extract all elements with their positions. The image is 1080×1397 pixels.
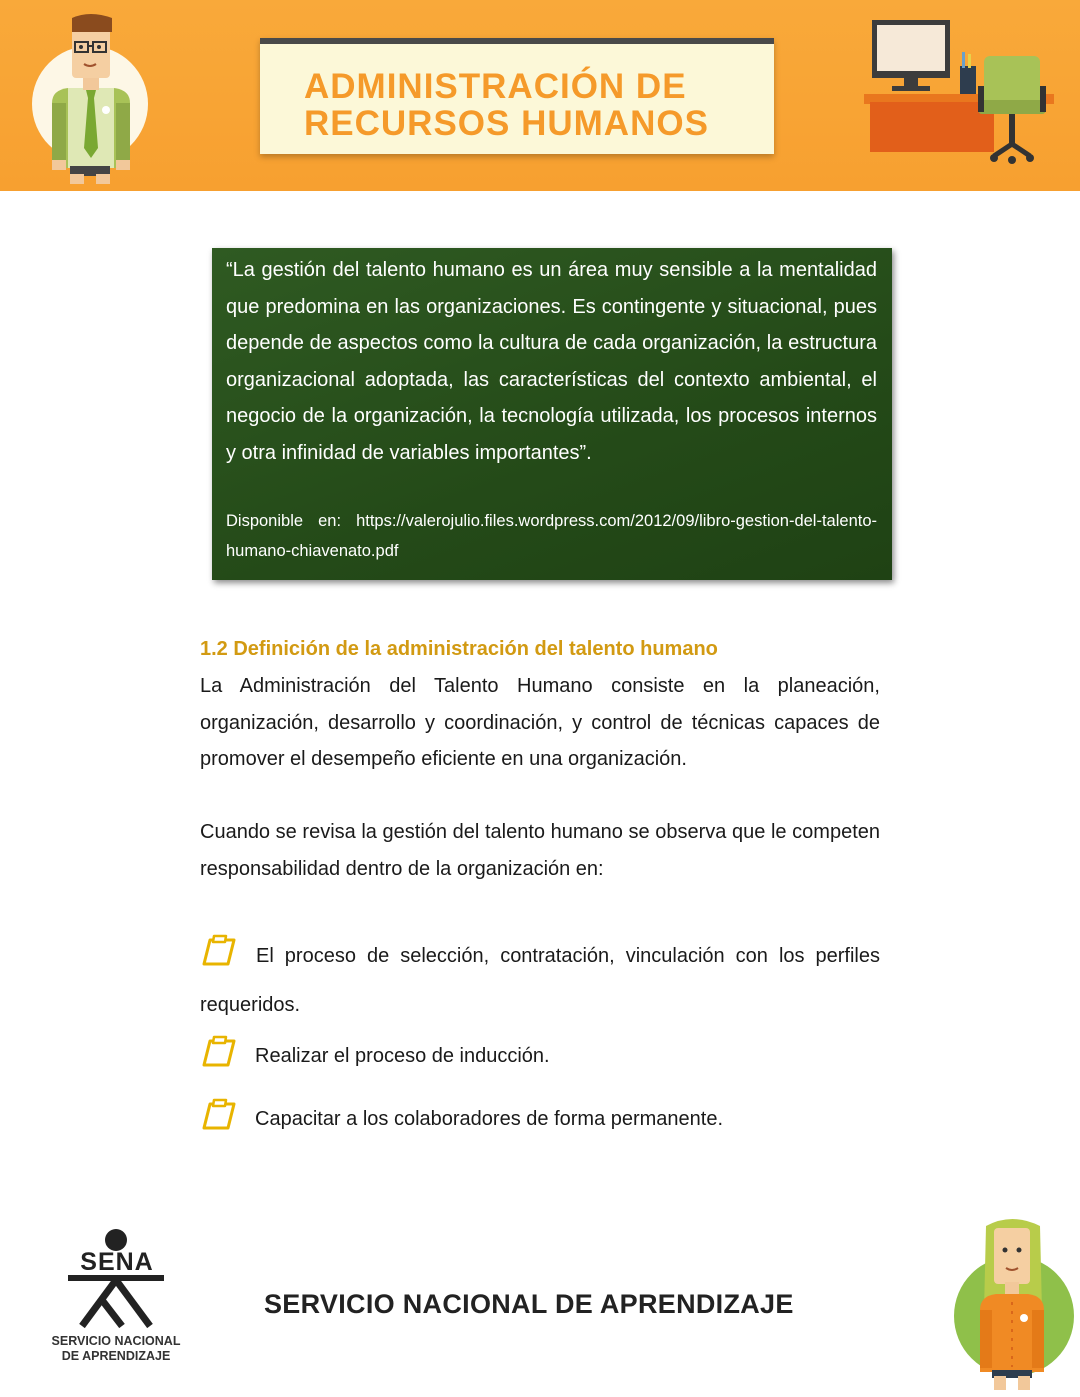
title-card [260,38,774,154]
office-desk-illustration [860,16,1060,176]
sena-subtitle-line-2: DE APRENDIZAJE [61,1349,171,1363]
quote-text: “La gestión del talento humano es un área muy sensible a la mentalidad que predomina en las organizaciones. Es contingente y situacional, pues depende de aspectos como la cultura de cada organización, la estructura organizacional adoptada, las características del contexto ambiental, el negocio de la organización, la tecnología utilizada, los procesos internos y otra infinidad de variables importantes”. [226,259,877,464]
page-title [304,68,744,142]
bullet-item-3: Capacitar a los colaboradores de forma permanente. [255,1108,724,1130]
businessman-illustration [28,8,153,186]
section-heading: 1.2 Definición de la administración del talento humano [200,638,718,660]
bullet-item-1-continuation: requeridos. [200,994,301,1016]
quote-box [212,248,892,580]
businesswoman-illustration [950,1212,1075,1392]
clipboard-note-icon [200,1033,240,1069]
bullet-item-2: Realizar el proceso de inducción. [255,1045,550,1067]
bullet-item-1: El proceso de selección, contratación, vinculación con los perfiles [256,945,880,967]
clipboard-note-icon [200,932,240,968]
clipboard-note-icon [200,1096,240,1132]
sena-wordmark: SENA [80,1248,154,1276]
quote-source: Disponible en: https://valerojulio.files.wordpress.com/2012/09/libro-gestion-del-talento-humano-chiavenato.pdf [226,512,877,560]
footer-title: SERVICIO NACIONAL DE APRENDIZAJE [264,1289,794,1319]
sena-subtitle-line-1: SERVICIO NACIONAL [51,1334,181,1348]
header-banner [0,0,1080,191]
sena-logo [40,1228,192,1368]
sena-logo-subtitle [40,1334,192,1364]
title-line-1: ADMINISTRACIÓN DE [304,67,687,106]
title-line-2: RECURSOS HUMANOS [304,104,709,143]
sena-emblem-icon [40,1228,192,1332]
definition-paragraph: La Administración del Talento Humano consiste en la planeación, organización, desarrollo y coordinación, y control de técnicas capaces de promover el desempeño eficiente en una organización. [200,675,880,770]
responsibilities-intro: Cuando se revisa la gestión del talento humano se observa que le competen responsabilidad dentro de la organización en: [200,821,880,880]
